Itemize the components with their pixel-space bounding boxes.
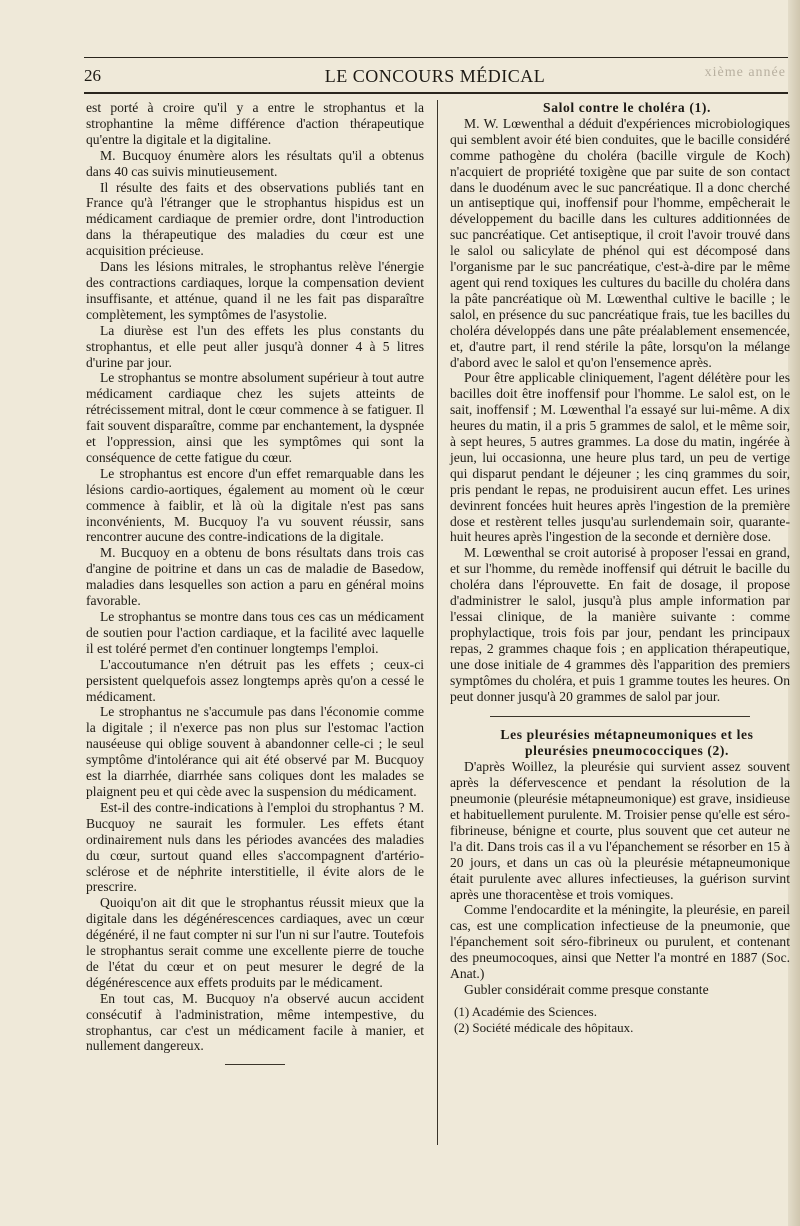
paragraph: Dans les lésions mitrales, le strophantus relève l'énergie des contractions cardiaques, lorque la compensation devient insuffisante, et atténue, quand il ne les fait pas disparaître complètement, les symptômes de l'asystolie. (86, 259, 424, 322)
bleed-through-text: xième année (704, 65, 786, 80)
paragraph: M. Bucquoy en a obtenu de bons résultats dans trois cas d'angine de poitrine et dans un cas de maladie de Basedow, maladies dans lesquelles son action a paru en général moins favorable. (86, 545, 424, 609)
footnote: (2) Société médicale des hôpitaux. (454, 1019, 634, 1035)
paragraph: Le strophantus se montre absolument supérieur à tout autre médicament cardiaque chez les sujets atteints de rétrécissement mitral, dont le cœur commence à se fatiguer. Il fait souvent disparaître, comme par enchantement, la dyspnée et l'oppression, ainsi que les symptômes qui sont la conséquence de cette fatigue du cœur. (86, 370, 424, 465)
paragraph: Le strophantus ne s'accumule pas dans l'économie comme la digitale ; il n'exerce pas non plus sur l'estomac l'action nauséeuse qui oblige souvent à abandonner celle-ci ; le seul symptôme d'intolérance qui ait été observé par M. Bucquoy est la diarrhée, diarrhée sans coliques dont les malades se plaignent peu et qui cède avec la suspension du médicament. (86, 704, 424, 799)
pleuresie-section-title-line2: pleurésies pneumococciques (2). (525, 743, 729, 759)
paragraph: En tout cas, M. Bucquoy n'a observé aucun accident consécutif à l'administration, même intempestive, du strophantus, car c'est un médicament facile à manier, et nullement dangereux. (86, 990, 424, 1054)
top-rule (84, 57, 788, 58)
paragraph: Quoiqu'on ait dit que le strophantus réussit mieux que la digitale dans les dégénérescences cardiaques, avec un cœur dégénéré, il ne faut compter ni sur l'un ni sur l'autre. Toutefois le strophantus serait comme une excellente pierre de touche de l'état du cœur et on peut mesurer le degré de la dégénérescence aux effets produits par le médicament. (86, 895, 424, 990)
paragraph: M. W. Lœwenthal a déduit d'expériences microbiologiques qui semblent avoir été bien conduites, que le bacille considéré comme pathogène du choléra (bacille virgule de Koch) n'acquiert de propriété toxigène que par suite de son contact dans le duodénum avec le suc pancréatique. Il a donc cherché un antiseptique qui, inoffensif pour l'homme, empêcherait le développement du bacille dans les cultures additionnées de suc pancréatique. Cet antiseptique, il croit l'avoir trouvé dans le salol ou salicylate de phénol qui est décomposé dans l'organisme par le suc pancréatique, c'est-à-dire par le même agent qui rend toxiques les cultures du bacille du choléra dans la pâte pancréatique où M. Lœwenthal cultive le bacille ; le salol, en présence du suc pancréatique frais, tue les bacilles du choléra développés dans une pâte préalablement ensemencée, et, d'autre part, il rend stérile la pâte, lorsqu'on la mélange d'abord avec le salol et qu'on l'ensemence après. (450, 115, 790, 370)
paragraph: Le strophantus est encore d'un effet remarquable dans les lésions cardio-aortiques, également au moment où le cœur commence à faiblir, et là où la digitale n'est pas sans inconvénients, M. Bucquoy l'a vu souvent réussir, sans rencontrer aucune des contre-indications de la digitale. (86, 465, 424, 545)
paragraph: est porté à croire qu'il y a entre le strophantus et la strophantine la même différence d'action thérapeutique qu'entre la digitale et la digitaline. (86, 100, 424, 147)
footnotes (450, 1004, 790, 1036)
paragraph: Gubler considérait comme presque constante (464, 981, 709, 997)
paragraph: M. Bucquoy énumère alors les résultats qu'il a obtenus dans 40 cas suivis minutieusement. (86, 147, 424, 179)
page-number: 26 (84, 66, 101, 85)
footnote: (1) Académie des Sciences. (454, 1003, 597, 1019)
header-rule (84, 92, 788, 94)
paragraph: M. Lœwenthal se croit autorisé à proposer l'essai en grand, et sur l'homme, du remède inoffensif qui détruit le bacille du choléra dans l'éprouvette. En fait de dosage, il propose d'administrer le salol, jusqu'à plus ample information par l'essai clinique, de la manière suivante : comme prophylactique, trois fois par jour, pendant les principaux repas, 2 grammes chaque fois ; en application thérapeutique, une dose initiale de 4 grammes dès l'apparition des premiers symptômes du choléra, et puis 1 gramme toutes les heures. On peut donner jusqu'à 20 grammes de salol par jour. (450, 545, 790, 704)
pleuresie-section-title-line1: Les pleurésies métapneumoniques et les (500, 727, 754, 743)
paragraph: La diurèse est l'un des effets les plus constants du strophantus, et elle peut aller jusqu'à donner 4 à 5 litres d'urine par jour. (86, 322, 424, 370)
paragraph: Pour être applicable cliniquement, l'agent délétère pour les bacilles doit être inoffensif pour l'homme. Le salol est, on le sait, inoffensif ; M. Lœwenthal l'a essayé sur lui-même. A dix heures du matin, il a pris 5 grammes de salol, et le même soir, à sept heures, 5 autres grammes. La dose du matin, ingérée à jeun, lui occasionna, une heure plus tard, un peu de vertige qui disparut pendant le déjeuner ; les cinq grammes du soir, pris pendant le repas, ne produisirent aucun effet. Les urines devinrent foncées huit heures après l'ingestion de la première dose et restèrent telles jusqu'au surlendemain soir, quarante-huit heures après l'ingestion de la seconde et dernière dose. (450, 370, 790, 545)
paragraph: D'après Woillez, la pleurésie qui survient assez souvent après la défervescence et pendant la résolution de la pneumonie (pleurésie métapneumonique) est grave, insidieuse et habituellement purulente. M. Troisier pense qu'elle est séro-fibrineuse, bénigne et courte, plus souvent que cet auteur ne l'a dit. Dans trois cas il a vu l'épanchement se résorber en 15 à 20 jours, et dans un cas où la pleurésie métapneumonique était purulente avec allures infectieuses, la guérison survint après une thoracentèse et trois vomiques. (450, 759, 790, 902)
right-column (450, 100, 790, 1036)
page-header (84, 64, 786, 92)
paragraph: Est-il des contre-indications à l'emploi du strophantus ? M. Bucquoy ne saurait les formuler. Les effets étant ordinairement nuls dans les périodes avancées des maladies du cœur, surtout quand elles s'accompagnent d'artério-sclérose et de néphrite interstitielle, il évite alors de le prescrire. (86, 799, 424, 895)
section-separator (490, 716, 750, 717)
paragraph: Le strophantus se montre dans tous ces cas un médicament de soutien pour l'action cardiaque, et la facilité avec laquelle il est toléré permet d'en continuer longtemps l'emploi. (86, 609, 424, 656)
salol-section-title: Salol contre le choléra (1). (543, 100, 711, 115)
end-rule (225, 1064, 285, 1065)
paragraph: Comme l'endocardite et la méningite, la pleurésie, en pareil cas, est une complication infectieuse de la pneumonie, que l'épanchement soit séro-fibrineux ou purulent, et contenant des pneumocoques, ainsi que Netter l'a montré en 1887 (Soc. Anat.) (450, 902, 790, 982)
journal-title: LE CONCOURS MÉDICAL (324, 66, 546, 86)
paragraph: L'accoutumance n'en détruit pas les effets ; ceux-ci persistent quelquefois assez longtemps après qu'on a cessé le médicament. (86, 656, 424, 704)
left-column (86, 100, 424, 1065)
paragraph: Il résulte des faits et des observations publiés tant en France qu'à l'étranger que le strophantus hispidus est un médicament cardiaque de premier ordre, dont l'introduction dans la thérapeutique des maladies du cœur est une acquisition précieuse. (86, 179, 424, 259)
column-divider (437, 100, 438, 1145)
